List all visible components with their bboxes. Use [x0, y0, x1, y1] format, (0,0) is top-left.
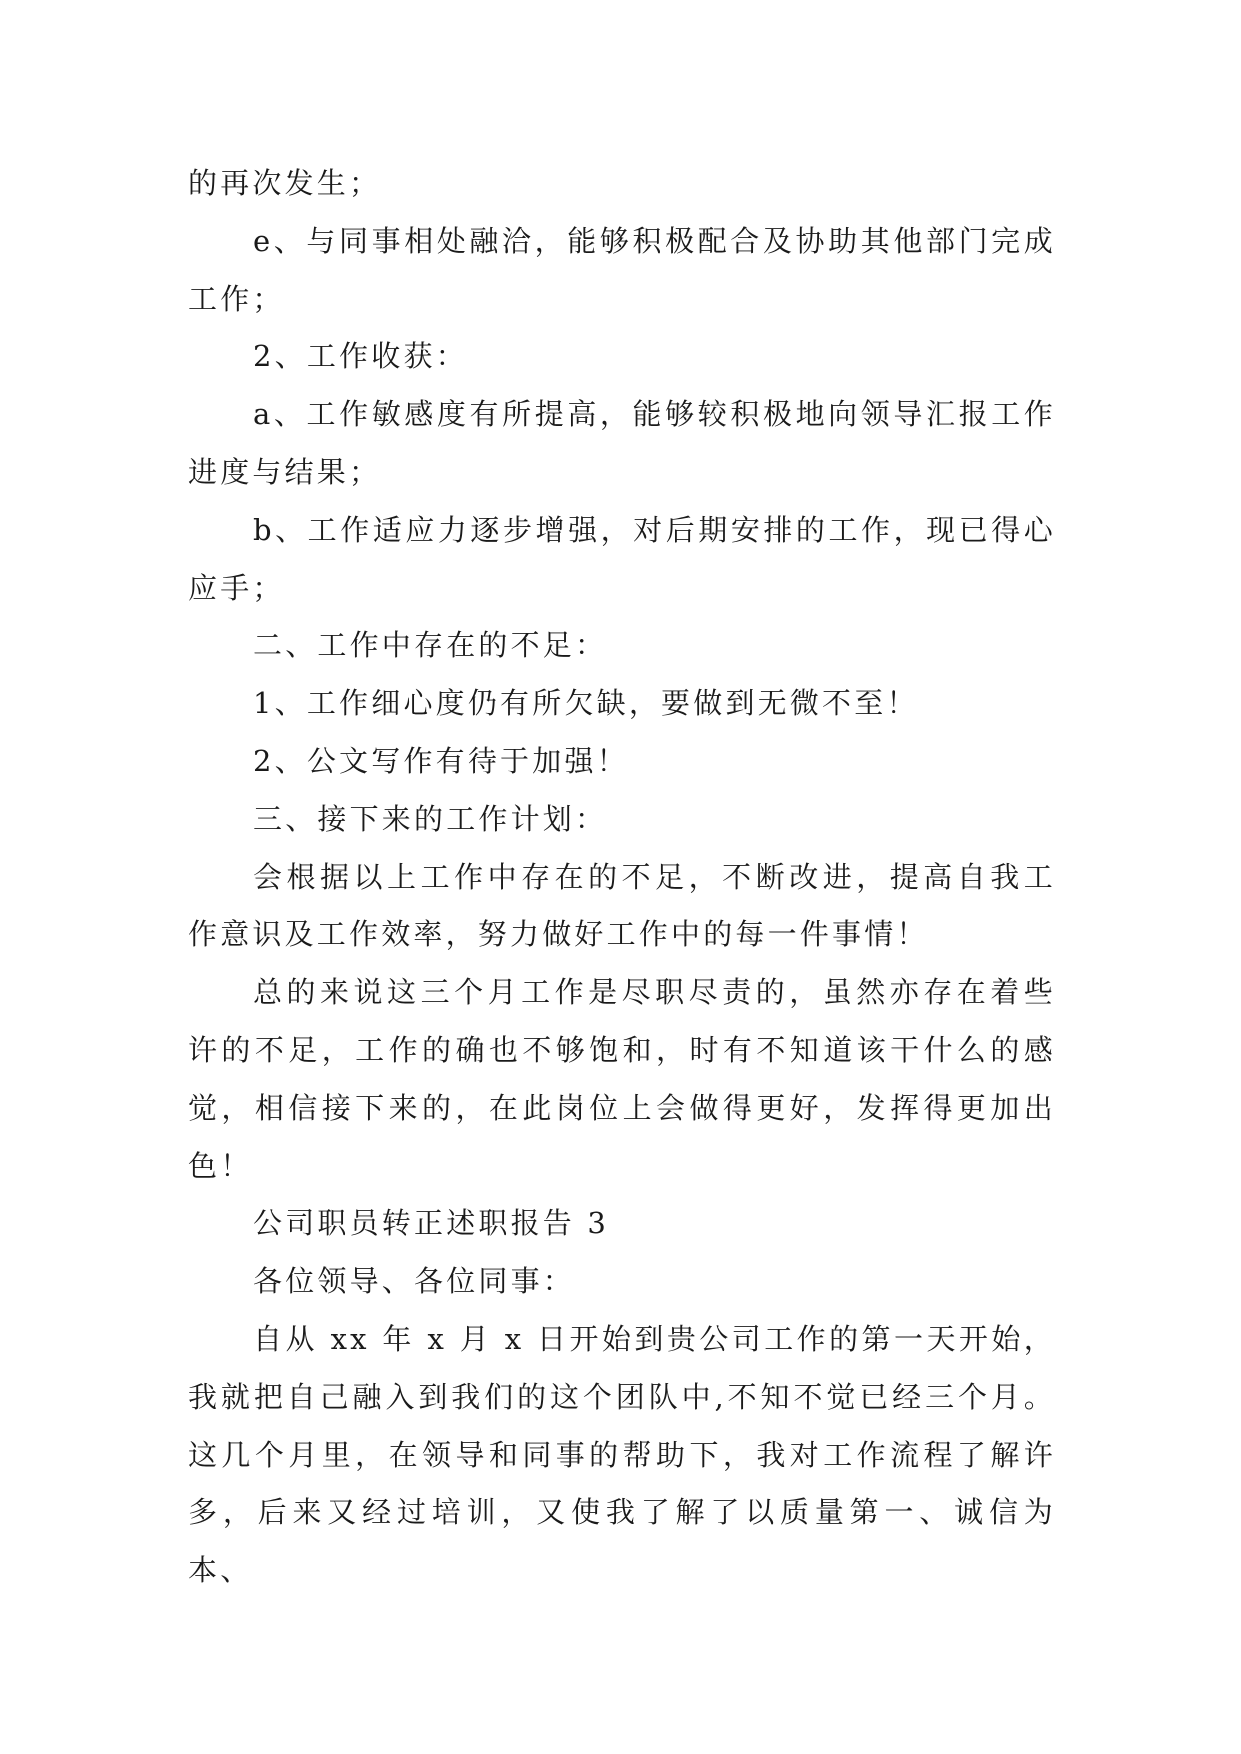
paragraph-shortcoming-1: 1、工作细心度仍有所欠缺，要做到无微不至！	[253, 686, 919, 721]
paragraph-heading-plan: 三、接下来的工作计划：	[253, 801, 608, 836]
paragraph-heading-gains: 2、工作收获：	[253, 339, 468, 374]
paragraph-summary: 总的来说这三个月工作是尽职尽责的，虽然亦存在着些许的不足，工作的确也不够饱和，时有不知道该干什么的感觉，相信接下来的，在此岗位上会做得更好，发挥得更加出色！	[188, 975, 1056, 1183]
paragraph-intro: 自从 xx 年 x 月 x 日开始到贵公司工作的第一天开始，我就把自己融入到我们的这个团队中,不知不觉已经三个月。这几个月里，在领导和同事的帮助下，我对工作流程了解许多，后来又经过培训，又使我了解了以质量第一、诚信为本、	[188, 1321, 1056, 1588]
paragraph-item-b: b、工作适应力逐步增强，对后期安排的工作，现已得心应手；	[188, 512, 1056, 605]
document-body	[188, 155, 1056, 1600]
paragraph-heading-shortcomings: 二、工作中存在的不足：	[253, 628, 608, 663]
paragraph-continuation: 的再次发生；	[188, 166, 382, 200]
salutation: 各位领导、各位同事：	[253, 1264, 576, 1299]
paragraph-shortcoming-2: 2、公文写作有待于加强！	[253, 743, 629, 778]
paragraph-item-a: a、工作敏感度有所提高，能够较积极地向领导汇报工作进度与结果；	[188, 397, 1056, 489]
paragraph-item-e: e、与同事相处融洽，能够积极配合及协助其他部门完成工作；	[188, 223, 1056, 316]
section-title: 公司职员转正述职报告 3	[253, 1206, 610, 1241]
paragraph-plan: 会根据以上工作中存在的不足，不断改进，提高自我工作意识及工作效率，努力做好工作中的每一件事情！	[188, 859, 1056, 952]
